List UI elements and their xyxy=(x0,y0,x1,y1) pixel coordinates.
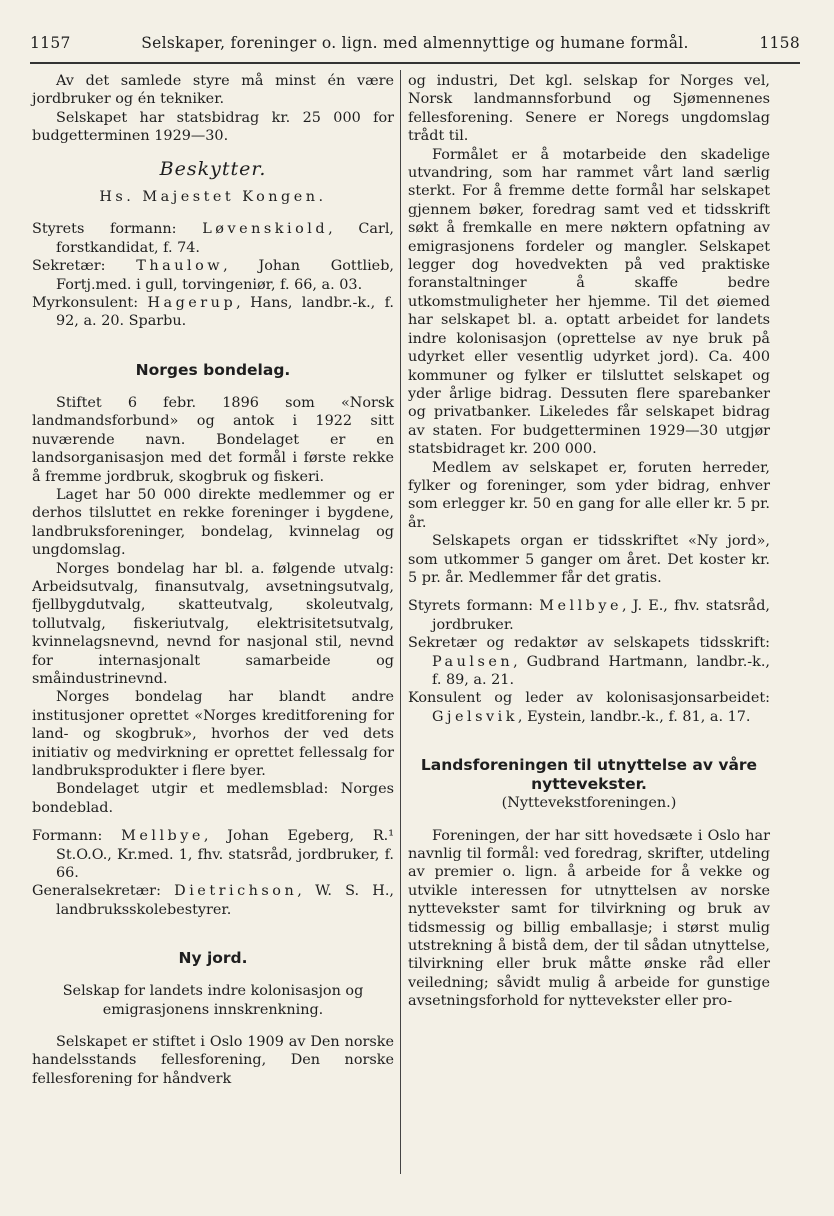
running-title: Selskaper, foreninger o. lign. med almennyttige og humane formål. xyxy=(141,34,689,52)
bondelag-paragraph: Laget har 50 000 direkte medlemmer og er derhos tilsluttet en rekke foreninger i bygdene, landbruksforeninger, bondelag, kvinnelag og ungdomslag. xyxy=(32,486,394,559)
officer-entry: Styrets formann: Mellbye, J. E., fhv. statsråd, jordbruker. xyxy=(408,598,771,633)
nyjord-heading: Ny jord. xyxy=(178,949,248,968)
landsforeningen-heading: Landsforeningen til utnyttelse av våre nyttevekster. xyxy=(420,756,758,794)
beskytter-name: Hs. Majestet Kongen. xyxy=(99,189,327,206)
nyjord-paragraph: Selskapet er stiftet i Oslo 1909 av Den norske handelsstands fellesforening, Den norske fellesforening for håndverk xyxy=(32,1034,394,1087)
nyjord-paragraph: Selskapets organ er tidsskriftet «Ny jord», som utkommer 5 ganger om året. Det koster kr. 5 pr. år. Medlemmer får det gratis. xyxy=(408,533,770,586)
right-column xyxy=(408,72,770,1011)
continued-paragraph: og industri, Det kgl. selskap for Norges vel, Norsk landmannsforbund og Sjømennenes fellesforening. Senere er Noregs ungdomslag trådt til. xyxy=(408,73,770,145)
page-number-left: 1157 xyxy=(30,34,71,52)
officer-entry: Konsulent og leder av kolonisasjonsarbeidet: Gjelsvik, Eystein, landbr.-k., f. 81, a. 17. xyxy=(408,690,770,725)
bondelag-heading: Norges bondelag. xyxy=(135,360,291,379)
page-number-right: 1158 xyxy=(759,34,800,52)
bondelag-paragraph: Norges bondelag har blandt andre institusjoner oprettet «Norges kreditforening for land- og skogbruk», hvorhos der ved dets initiativ og medvirkning er oprettet fellessalg for landbruksprodukter i flere byer. xyxy=(32,689,394,779)
officer-entry: Sekretær og redaktør av selskapets tidsskrift: Paulsen, Gudbrand Hartmann, landbr.-k., f. 89, a. 21. xyxy=(408,635,770,688)
officer-entry: Myrkonsulent: Hagerup, Hans, landbr.-k., f. 92, a. 20. Sparbu. xyxy=(32,295,394,330)
header-rule xyxy=(30,62,800,64)
nyjord-paragraph: Formålet er å motarbeide den skadelige utvandring, som har rammet vårt land særlig sterkt. For å fremme dette formål har selskapet gjennem bøker, foredrag samt ved et tidsskrift søkt å fremkalle en mere nøktern opfatning av emigrasjonens fordeler og mangler. Selskapet legger dog hovedvekten på ved praktiske foranstaltninger å skaffe bedre utkomstmuligheter her hjemme. Til det øiemed har selskapet bl. a. optatt arbeidet for landets indre kolonisasjon (oprettelse av nye bruk på udyrket eller vesentlig udyrket jord). Ca. 400 kommuner og fylker er tilsluttet selskapet og yder årlige bidrag. Dessuten flere sparebanker og privatbanker. Likeledes får selskapet bidrag av staten. For budgetterminen 1929—30 utgjør statsbidraget kr. 200 000. xyxy=(408,146,770,458)
officer-entry: Formann: Mellbye, Johan Egeberg, R.¹ St.O.O., Kr.med. 1, fhv. statsråd, jordbruker, f. 66. xyxy=(32,828,395,882)
bondelag-paragraph: Stiftet 6 febr. 1896 som «Norsk landmandsforbund» og antok i 1922 sitt nuværende navn. Bondelaget er en landsorganisasjon med det formål i første rekke å fremme jordbruk, skogbruk og fiskeri. xyxy=(32,394,394,485)
column-divider xyxy=(400,70,401,1174)
left-column xyxy=(32,72,394,1088)
landsforeningen-paragraph: Foreningen, der har sitt hovedsæte i Oslo har navnlig til formål: ved foredrag, skrifter, utdeling av premier o. lign. å arbeide for å vekke og utvikle interessen for utnyttelsen av norske nyttevekster samt for tilvirkning og bruk av tidsmessig og billig emballasje; i størst mulig utstrekning å bistå dem, der til sådan utnyttelse, tilvirkning eller bruk måtte ønske råd eller veiledning; såvidt mulig å arbeide for gunstige avsetningsforhold for nyttevekster eller pro- xyxy=(408,827,770,1010)
bondelag-paragraph: Norges bondelag har bl. a. følgende utvalg: Arbeidsutvalg, finansutvalg, avsetningsutvalg, fjellbygdutvalg, skatteutvalg, skoleutvalg, tollutvalg, fiskeriutvalg, elektrisitetsutvalg, kvinnelagsnevnd, nevnd for nasjonal stil, nevnd for internasjonalt samarbeide og småindustrinevnd. xyxy=(32,560,394,687)
officer-entry: Styrets formann: Løvenskiold, Carl, forstkandidat, f. 74. xyxy=(32,221,395,256)
statsbidrag-paragraph: Selskapet har statsbidrag kr. 25 000 for budgetterminen 1929—30. xyxy=(32,109,394,145)
beskytter-heading: Beskytter. xyxy=(159,157,267,180)
landsforeningen-subtitle: (Nyttevekstforeningen.) xyxy=(501,795,677,812)
officer-entry: Sekretær: Thaulow, Johan Gottlieb, Fortj.med. i gull, torvingeniør, f. 66, a. 03. xyxy=(32,258,394,293)
nyjord-paragraph: Medlem av selskapet er, foruten herreder, fylker og foreninger, som yder bidrag, enhver som erlegger kr. 50 en gang for alle eller kr. 5 pr. år. xyxy=(408,459,770,531)
officer-entry: Generalsekretær: Dietrichson, W. S. H., landbruksskolebestyrer. xyxy=(32,883,395,918)
intro-paragraph: Av det samlede styre må minst én være jordbruker og én tekniker. xyxy=(32,73,394,108)
bondelag-paragraph: Bondelaget utgir et medlemsblad: Norges bondeblad. xyxy=(32,781,394,816)
nyjord-subtitle: Selskap for landets indre kolonisasjon og emigrasjonens innskrenkning. xyxy=(62,983,364,1018)
